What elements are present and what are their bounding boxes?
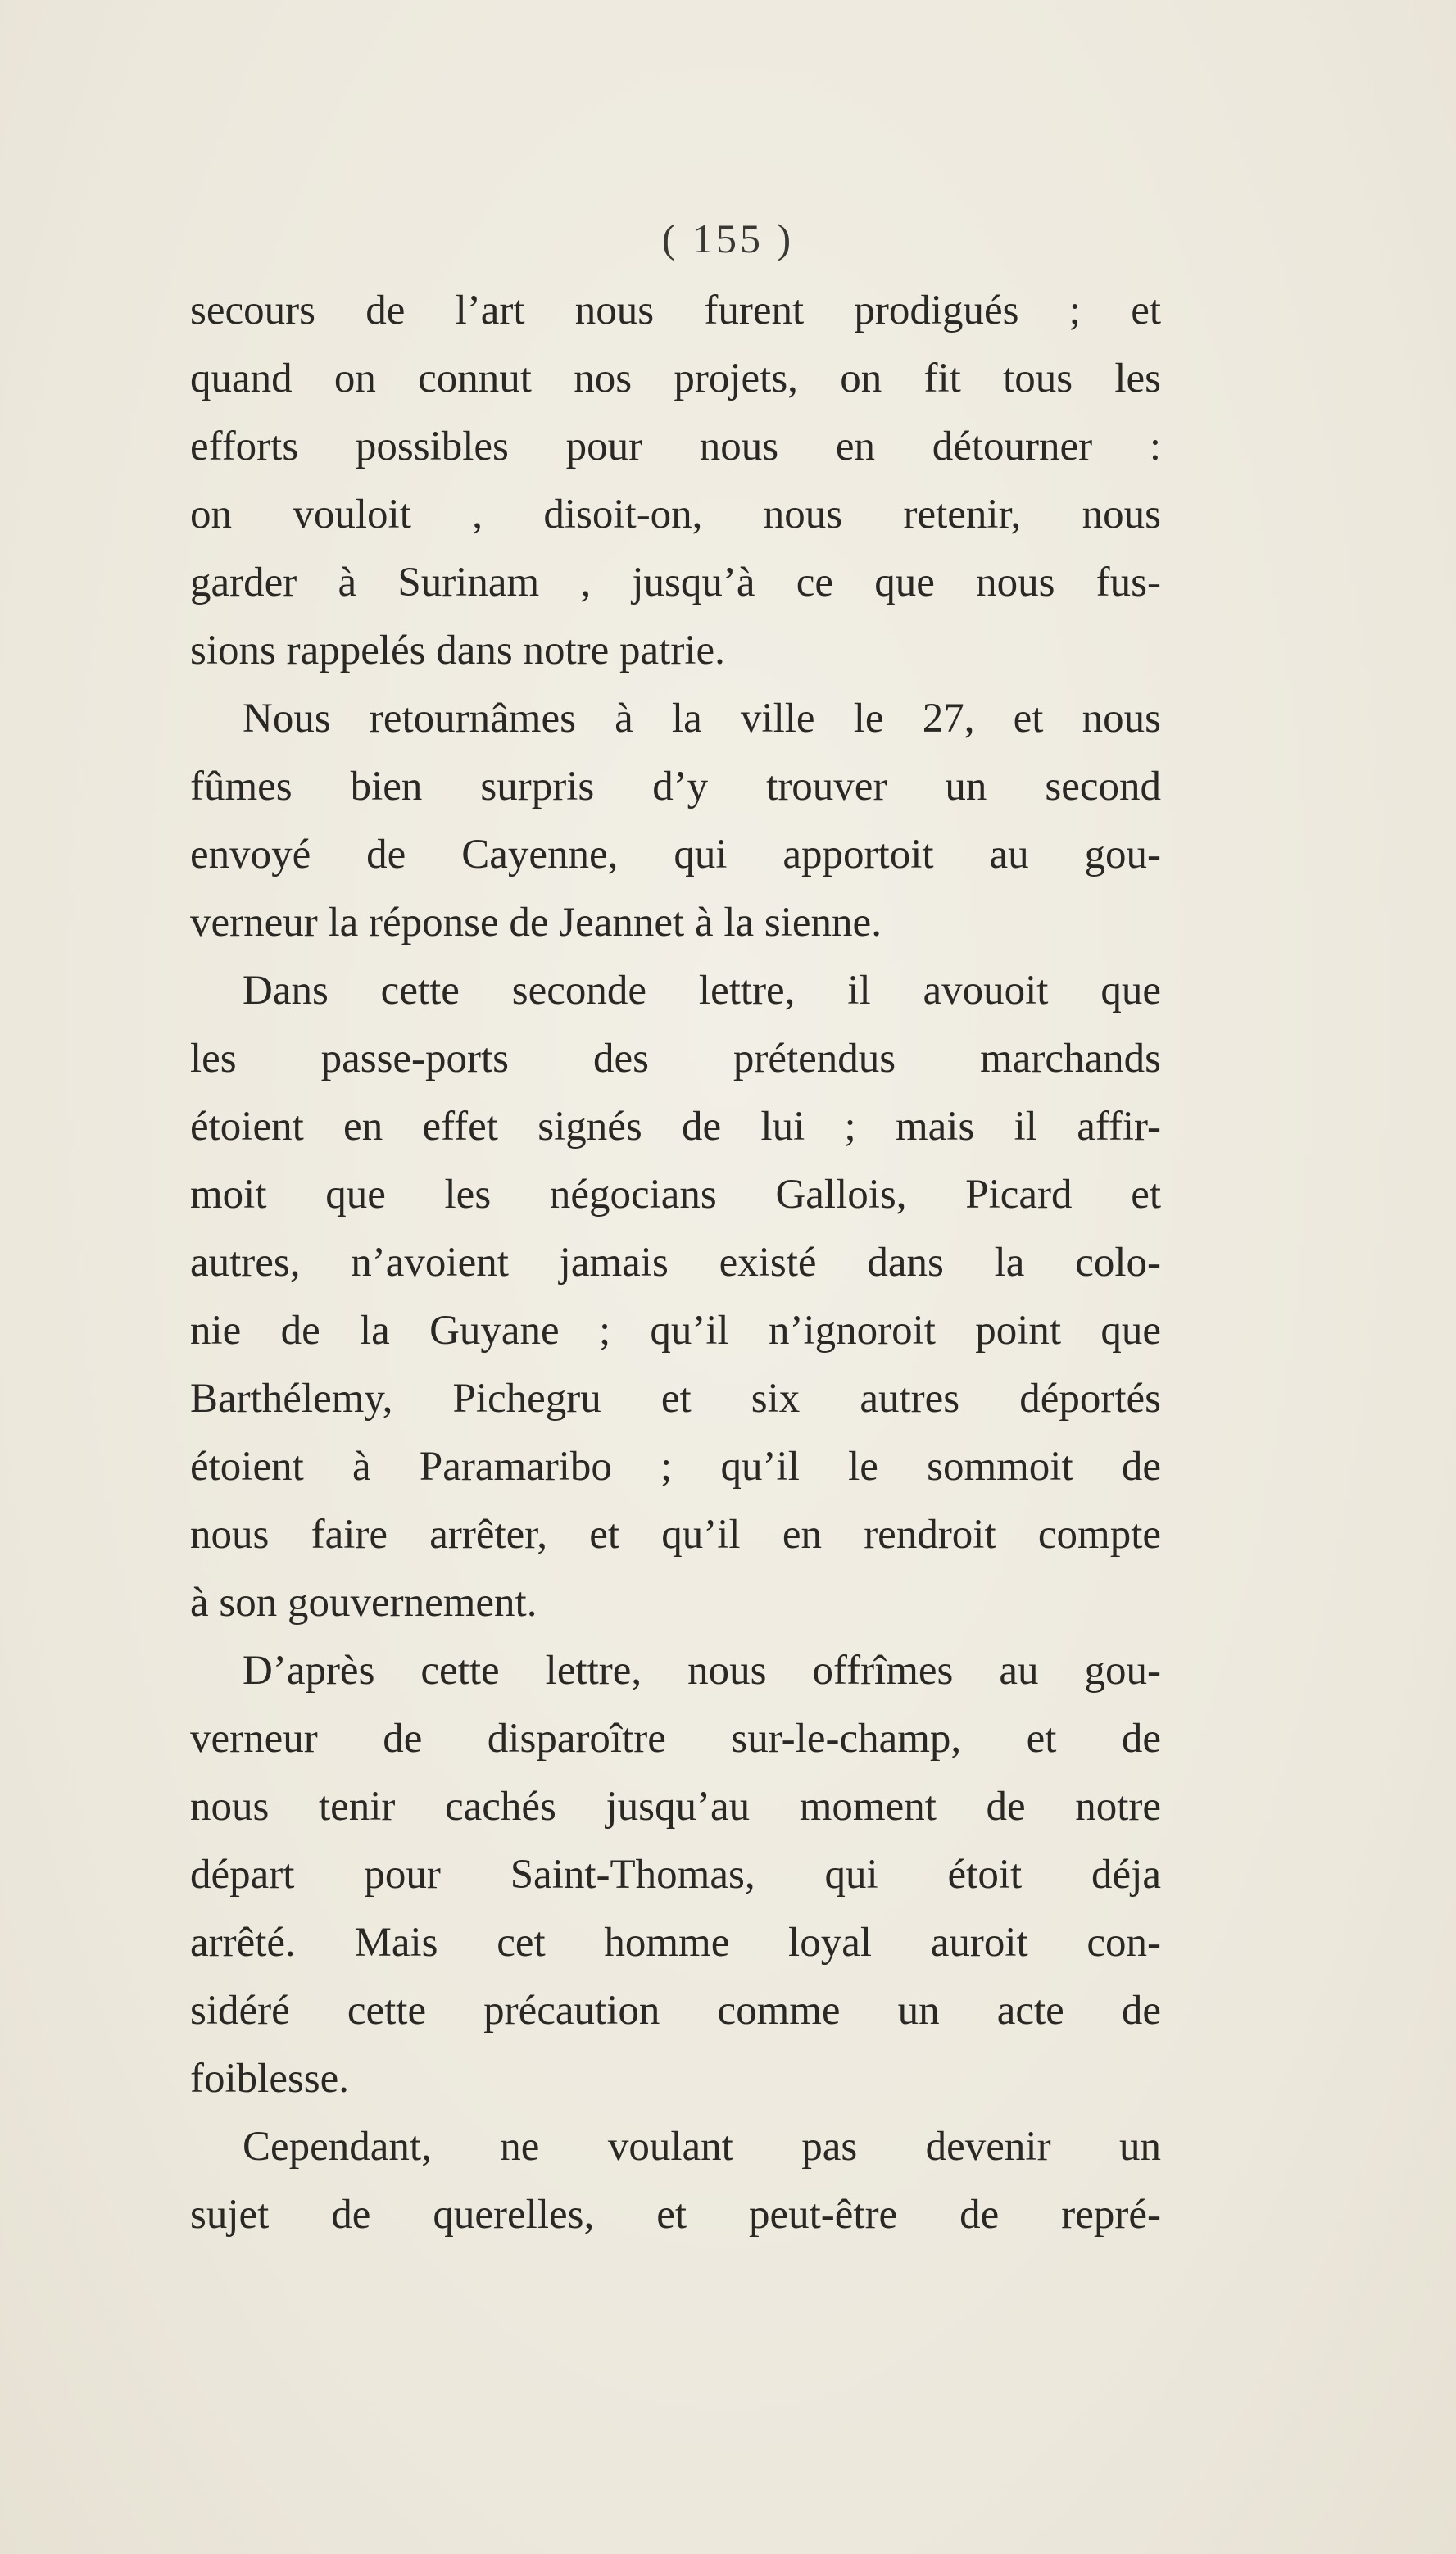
text-line: nie de la Guyane ; qu’il n’ignoroit point que [190,1308,1161,1354]
text-line: Barthélemy, Pichegru et six autres déportés [190,1376,1161,1422]
text-line: nous tenir cachés jusqu’au moment de notre [190,1784,1161,1830]
text-line: étoient à Paramaribo ; qu’il le sommoit de [190,1444,1161,1490]
text-line: Dans cette seconde lettre, il avouoit que [243,968,1161,1014]
text-line: à son gouvernement. [190,1580,537,1626]
text-line: Nous retournâmes à la ville le 27, et nous [243,696,1161,742]
text-line: départ pour Saint-Thomas, qui étoit déja [190,1852,1161,1898]
text-line: on vouloit , disoit-on, nous retenir, nous [190,492,1161,538]
text-line: verneur de disparoître sur-le-champ, et de [190,1716,1161,1762]
text-line: Cependant, ne voulant pas devenir un [243,2124,1161,2170]
text-line: moit que les négocians Gallois, Picard et [190,1172,1161,1218]
body-text [190,277,1161,2249]
text-line: nous faire arrêter, et qu’il en rendroit compte [190,1512,1161,1558]
text-line: les passe-ports des prétendus marchands [190,1036,1161,1082]
text-line: verneur la réponse de Jeannet à la sienne. [190,900,882,946]
text-line: quand on connut nos projets, on fit tous les [190,356,1161,401]
text-line: arrêté. Mais cet homme loyal auroit con- [190,1920,1161,1966]
page-number: ( 155 ) [661,215,795,261]
text-line: autres, n’avoient jamais existé dans la colo- [190,1240,1161,1286]
text-line: sidéré cette précaution comme un acte de [190,1988,1161,2034]
text-line: étoient en effet signés de lui ; mais il affir- [190,1104,1161,1150]
text-line: fûmes bien surpris d’y trouver un second [190,764,1161,810]
text-line: sions rappelés dans notre patrie. [190,628,725,674]
text-line: secours de l’art nous furent prodigués ; et [190,288,1161,333]
text-line: garder à Surinam , jusqu’à ce que nous fus- [190,560,1161,606]
text-line: envoyé de Cayenne, qui apportoit au gou- [190,832,1161,878]
text-line: sujet de querelles, et peut-être de repré- [190,2192,1161,2238]
text-line: foiblesse. [190,2056,350,2102]
text-line: D’après cette lettre, nous offrîmes au gou- [243,1648,1161,1694]
text-line: efforts possibles pour nous en détourner : [190,424,1161,470]
